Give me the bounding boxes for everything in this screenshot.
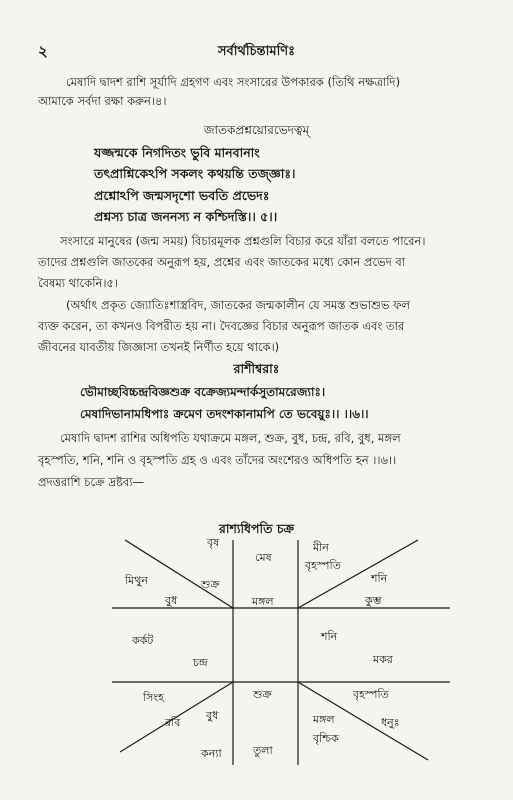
chart-cell-planet: বুধ [165, 594, 178, 607]
verse-line: প্রশ্নস্য চাত্র জননস্য ন কশ্চিদস্তি।। ৫।। [94, 209, 278, 224]
chart-cell-meena: মীন [313, 541, 329, 554]
chart-cell-planet: মঙ্গল [252, 595, 274, 608]
chart-cell-planet: শনি [321, 630, 338, 643]
chart-cell-karkata: কর্কট [132, 634, 154, 647]
section-heading: জাতকপ্রশ্নয়োরভেদত্বম্ [203, 123, 310, 137]
paragraph-line: মেষাদি দ্বাদশ রাশি সূর্যাদি গ্রহগণ এবং সংসারের উপকারক (তিথি নক্ষত্রাদি) [66, 75, 401, 89]
chart-cell-planet: শুক্র [201, 578, 220, 591]
chart-cell-planet: চন্দ্র [193, 656, 208, 669]
page-number: ২ [38, 42, 48, 60]
paragraph-line: প্রদত্তরাশি চক্রে দ্রষ্টব্য— [38, 475, 145, 489]
paragraph-line: বৈষম্য থাকেনি।৫। [38, 276, 119, 290]
verse-line: তৎপ্রাশ্নিকেঽপি সকলং কথয়ন্তি তজ্জ্ঞাঃ। [94, 166, 296, 181]
verse-line: ভৌমাচ্ছবিচ্চন্দ্রবিজ্ঞশুক্র বক্রেজ্যমন্দার্কসুতামরেজ্যাঃ। [80, 385, 326, 399]
chart-cell-vrishchika: বৃশ্চিক [313, 732, 339, 745]
section-heading: রাশীশ্বরাঃ [233, 361, 280, 376]
chart-cell-planet: শনি [371, 572, 388, 585]
chart-cell-planet: বৃহস্পতি [305, 559, 341, 572]
chart-cell-kumbha: কুম্ভ [365, 594, 382, 607]
chart-cell-kanya: কন্যা [201, 747, 222, 760]
paragraph-line: বৃহস্পতি, শনি, শনি ও বৃহস্পতি গ্রহ ও এবং তাঁদের অংশেরও অধিপতি হন ।।৬।। [38, 453, 397, 467]
paragraph-line: মেষাদি দ্বাদশ রাশির অধিপতি যথাক্রমে মঙ্গল, শুক্র, বুধ, চন্দ্র, রবি, বুধ, মঙ্গল [60, 431, 401, 445]
paragraph-line: সংসারে মানুষের (জন্ম সময়) বিচারমূলক প্রশ্নগুলি বিচার করে যাঁরা বলতে পারেন। [60, 234, 426, 248]
chart-cell-planet: শুক্র [253, 688, 272, 701]
chart-cell-dhanu: ধনুঃ [381, 716, 400, 729]
chart-cell-mithuna: মিথুন [125, 574, 148, 587]
paragraph-line: ব্যক্ত করেন, তা কখনও বিপরীত হয় না। দৈবজ্ঞের বিচার অনুরূপ জাতক এবং তার [38, 319, 405, 333]
chart-cell-planet: রবি [165, 716, 181, 729]
paragraph-line: তাদের প্রশ্নগুলি জাতকের অনুরূপ হয়, প্রশ্নের এবং জাতকের মধ্যে কোন প্রভেদ বা [38, 255, 406, 269]
verse-line: প্রশ্নোঽপি জন্মসদৃশো ভবতি প্রভেদঃ [94, 188, 270, 203]
chart-cell-planet: বুধ [206, 709, 219, 722]
chart-cell-tula: তুলা [253, 744, 273, 757]
paragraph-line: (অর্থাৎ প্রকৃত জ্যোতিঃশাস্ত্রবিদ, জাতকের জন্মকালীন যে সমস্ত শুভাশুভ ফল [66, 298, 411, 312]
chart-cell-simha: সিংহ [143, 691, 164, 704]
chart-title: রাশ্যধিপতি চক্র [218, 521, 295, 536]
paragraph-line: জীবনের যাবতীয় জিজ্ঞাসা তখনই নির্ণীত হয়ে থাকে।) [38, 340, 280, 354]
chart-cell-mesha: মেষ [255, 551, 272, 564]
chart-cell-planet: মঙ্গল [313, 713, 335, 726]
chart-cell-makara: মকর [373, 653, 393, 666]
verse-line: যজ্জন্মকে নিগদিতং ভুবি মানবানাং [94, 145, 260, 160]
verse-line: মেষাদিভানামধিপাঃ ক্রমেণ তদংশকানামপি তে ভবেয়ুঃ।। ।।৬।। [80, 407, 369, 421]
chart-cell-vrisha: বৃষ [207, 536, 220, 549]
chart-cell-planet: বৃহস্পতি [353, 688, 389, 701]
running-title: সর্বার্থচিন্তামণিঃ [217, 44, 296, 59]
paragraph-line: আমাকে সর্বদা রক্ষা করুন।৪। [38, 94, 167, 108]
